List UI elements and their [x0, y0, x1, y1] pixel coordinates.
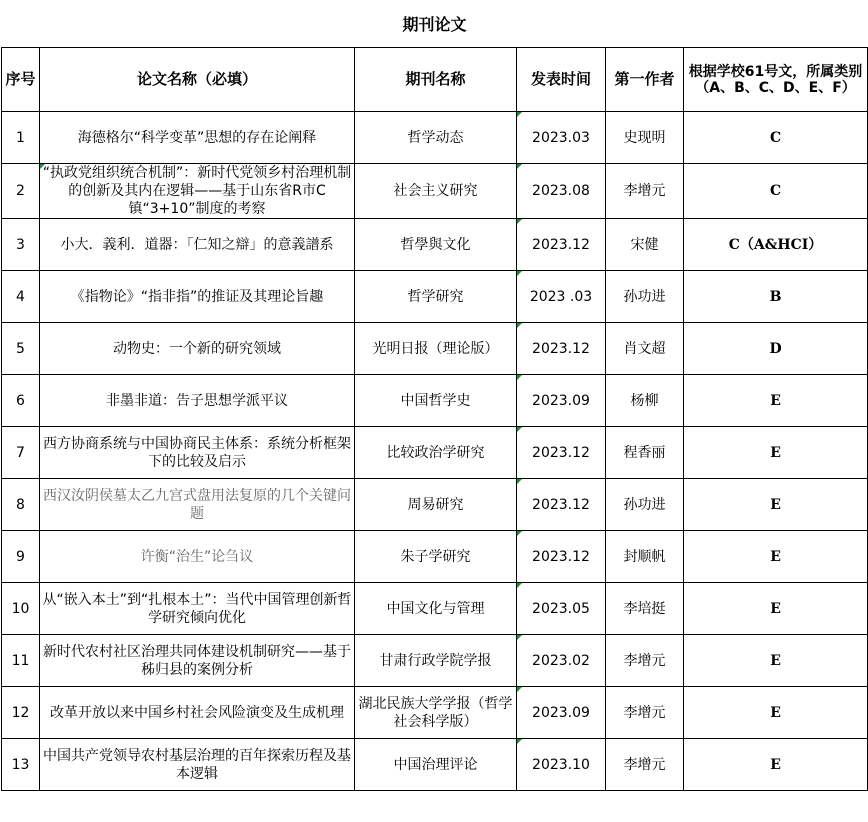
cell-journal: 哲学研究 [355, 271, 517, 323]
cell-date: 2023.02 [517, 635, 606, 687]
cell-paper-title: 许衡“治生”论刍议 [40, 531, 355, 583]
cell-index: 2 [2, 164, 40, 219]
cell-journal: 中国文化与管理 [355, 583, 517, 635]
cell-index: 1 [2, 112, 40, 164]
cell-category: E [684, 479, 868, 531]
cell-journal: 光明日报（理论版） [355, 323, 517, 375]
cell-index: 7 [2, 427, 40, 479]
cell-paper-title: 动物史：一个新的研究领域 [40, 323, 355, 375]
cell-index: 5 [2, 323, 40, 375]
cell-first-author: 杨柳 [606, 375, 684, 427]
cell-date: 2023.12 [517, 479, 606, 531]
cell-date: 2023.08 [517, 164, 606, 219]
cell-index: 6 [2, 375, 40, 427]
cell-date: 2023.10 [517, 739, 606, 791]
header-paper-title: 论文名称（必填） [40, 48, 355, 112]
cell-date: 2023.05 [517, 583, 606, 635]
cell-paper-title: 新时代农村社区治理共同体建设机制研究——基于秭归县的案例分析 [40, 635, 355, 687]
table-row [2, 112, 868, 164]
cell-journal: 中国治理评论 [355, 739, 517, 791]
cell-first-author: 李培挺 [606, 583, 684, 635]
cell-first-author: 李增元 [606, 739, 684, 791]
cell-paper-title: 非墨非道：告子思想学派平议 [40, 375, 355, 427]
cell-journal: 中国哲学史 [355, 375, 517, 427]
table-row [2, 323, 868, 375]
table-row [2, 687, 868, 739]
table-row [2, 219, 868, 271]
cell-date: 2023.03 [517, 112, 606, 164]
header-category: 根据学校61号文，所属类别（A、B、C、D、E、F） [684, 48, 868, 112]
cell-first-author: 封顺帆 [606, 531, 684, 583]
cell-journal: 哲学动态 [355, 112, 517, 164]
table-row [2, 375, 868, 427]
journal-papers-table [1, 0, 868, 791]
cell-first-author: 肖文超 [606, 323, 684, 375]
cell-date: 2023.12 [517, 219, 606, 271]
table-title: 期刊论文 [2, 0, 868, 48]
cell-first-author: 宋健 [606, 219, 684, 271]
header-first-author: 第一作者 [606, 48, 684, 112]
cell-paper-title: 《指物论》“指非指”的推证及其理论旨趣 [40, 271, 355, 323]
cell-paper-title: 中国共产党领导农村基层治理的百年探索历程及基本逻辑 [40, 739, 355, 791]
cell-date: 2023.12 [517, 531, 606, 583]
cell-first-author: 孙功进 [606, 271, 684, 323]
cell-category: E [684, 375, 868, 427]
cell-date: 2023.12 [517, 323, 606, 375]
cell-date: 2023.09 [517, 687, 606, 739]
cell-index: 10 [2, 583, 40, 635]
cell-first-author: 程香丽 [606, 427, 684, 479]
cell-index: 13 [2, 739, 40, 791]
cell-index: 9 [2, 531, 40, 583]
table-row [2, 635, 868, 687]
cell-first-author: 孙功进 [606, 479, 684, 531]
cell-category: B [684, 271, 868, 323]
cell-paper-title: 海德格尔“科学变革”思想的存在论阐释 [40, 112, 355, 164]
cell-category: D [684, 323, 868, 375]
header-date: 发表时间 [517, 48, 606, 112]
cell-index: 12 [2, 687, 40, 739]
cell-index: 11 [2, 635, 40, 687]
cell-index: 4 [2, 271, 40, 323]
cell-paper-title: “执政党组织统合机制”：新时代党领乡村治理机制的创新及其内在逻辑——基于山东省R市C镇“3+10”制度的考察 [40, 164, 355, 219]
table-row [2, 427, 868, 479]
header-journal: 期刊名称 [355, 48, 517, 112]
table-row [2, 583, 868, 635]
cell-paper-title: 改革开放以来中国乡村社会风险演变及生成机理 [40, 687, 355, 739]
cell-paper-title: 小大．義利．道器：「仁知之辯」的意義譜系 [40, 219, 355, 271]
cell-index: 3 [2, 219, 40, 271]
table-row [2, 739, 868, 791]
cell-category: E [684, 583, 868, 635]
cell-journal: 甘肃行政学院学报 [355, 635, 517, 687]
cell-category: C [684, 164, 868, 219]
cell-first-author: 李增元 [606, 635, 684, 687]
cell-paper-title: 从“嵌入本土”到“扎根本土”：当代中国管理创新哲学研究倾向优化 [40, 583, 355, 635]
cell-category: C（A&HCI） [684, 219, 868, 271]
cell-category: E [684, 687, 868, 739]
cell-first-author: 史现明 [606, 112, 684, 164]
cell-date: 2023 .03 [517, 271, 606, 323]
cell-journal: 社会主义研究 [355, 164, 517, 219]
cell-journal: 比较政治学研究 [355, 427, 517, 479]
cell-date: 2023.09 [517, 375, 606, 427]
cell-category: C [684, 112, 868, 164]
cell-index: 8 [2, 479, 40, 531]
cell-category: E [684, 635, 868, 687]
table-row [2, 271, 868, 323]
table-row [2, 164, 868, 219]
cell-category: E [684, 531, 868, 583]
cell-journal: 周易研究 [355, 479, 517, 531]
header-index: 序号 [2, 48, 40, 112]
cell-category: E [684, 739, 868, 791]
cell-first-author: 李增元 [606, 164, 684, 219]
cell-journal: 湖北民族大学学报（哲学社会科学版） [355, 687, 517, 739]
cell-paper-title: 西汉汝阴侯墓太乙九宫式盘用法复原的几个关键问题 [40, 479, 355, 531]
cell-journal: 哲學與文化 [355, 219, 517, 271]
table-row [2, 479, 868, 531]
table-row [2, 531, 868, 583]
cell-journal: 朱子学研究 [355, 531, 517, 583]
cell-date: 2023.12 [517, 427, 606, 479]
cell-first-author: 李增元 [606, 687, 684, 739]
cell-paper-title: 西方协商系统与中国协商民主体系：系统分析框架下的比较及启示 [40, 427, 355, 479]
cell-category: E [684, 427, 868, 479]
